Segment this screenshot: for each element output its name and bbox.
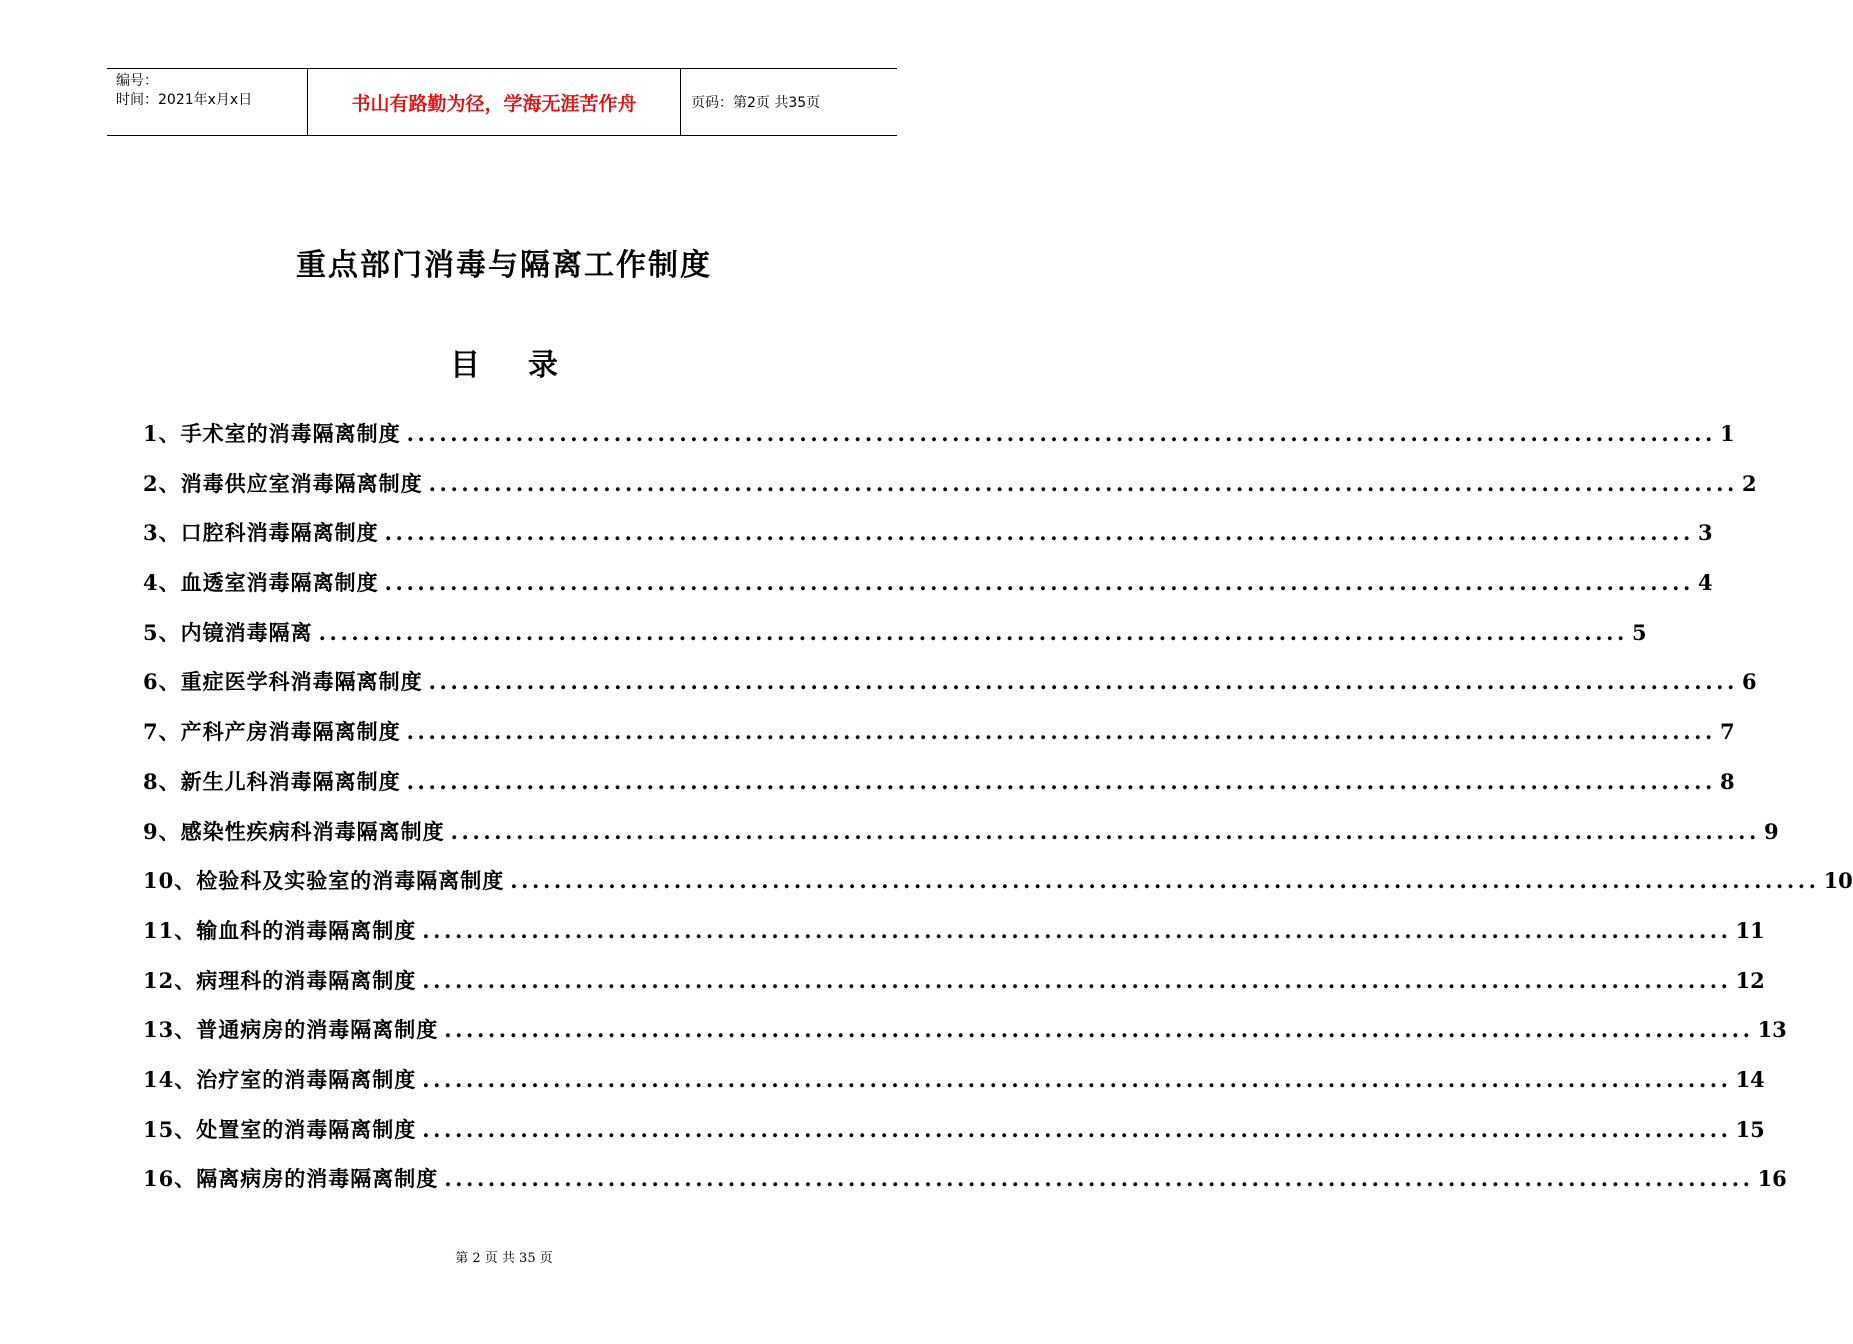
toc-leader-dots: ........................................................................................................................ <box>422 917 1732 943</box>
toc-entry-label: 11、输血科的消毒隔离制度 <box>143 917 417 943</box>
toc-entry-page: 2 <box>1741 470 1757 496</box>
toc-entry-page: 13 <box>1757 1017 1787 1043</box>
toc-leader-dots: ........................................................................................................................ <box>444 1017 1754 1043</box>
toc-entry-page: 12 <box>1735 967 1765 993</box>
toc-entry-label: 14、治疗室的消毒隔离制度 <box>143 1066 417 1092</box>
header-page-info: 页码：第2页 共35页 <box>691 95 821 111</box>
toc-entry-label: 5、内镜消毒隔离 <box>143 619 313 645</box>
toc-entry-label: 9、感染性疾病科消毒隔离制度 <box>143 818 445 844</box>
toc-entry[interactable] <box>143 468 1757 518</box>
toc-entry[interactable] <box>143 418 1735 468</box>
header-motto: 书山有路勤为径，学海无涯苦作舟 <box>308 69 681 135</box>
toc-leader-dots: ........................................................................................................................ <box>422 967 1732 993</box>
toc-leader-dots: ........................................................................................................................ <box>384 520 1694 546</box>
table-of-contents <box>143 418 1853 1213</box>
toc-entry[interactable] <box>143 1014 1787 1064</box>
toc-entry[interactable] <box>143 816 1779 866</box>
number-label: 编号： <box>116 73 158 89</box>
toc-entry-label: 10、检验科及实验室的消毒隔离制度 <box>143 868 505 894</box>
toc-entry-page: 11 <box>1735 917 1765 943</box>
toc-leader-dots: ........................................................................................................................ <box>428 470 1738 496</box>
toc-entry-label: 2、消毒供应室消毒隔离制度 <box>143 470 423 496</box>
toc-entry-page: 14 <box>1735 1066 1765 1092</box>
toc-entry-page: 7 <box>1719 719 1735 745</box>
toc-entry-page: 5 <box>1631 619 1647 645</box>
toc-entry-label: 6、重症医学科消毒隔离制度 <box>143 669 423 695</box>
toc-entry-page: 9 <box>1763 818 1779 844</box>
toc-leader-dots: ........................................................................................................................ <box>406 719 1716 745</box>
toc-title-part1: 目 <box>450 348 480 383</box>
toc-leader-dots: ........................................................................................................................ <box>450 818 1760 844</box>
document-title: 重点部门消毒与隔离工作制度 <box>296 248 712 283</box>
toc-entry-page: 16 <box>1757 1166 1787 1192</box>
page-header <box>107 68 897 136</box>
toc-leader-dots: ........................................................................................................................ <box>318 619 1628 645</box>
toc-entry[interactable] <box>143 716 1735 766</box>
toc-entry-label: 15、处置室的消毒隔离制度 <box>143 1116 417 1142</box>
toc-entry-page: 15 <box>1735 1116 1765 1142</box>
toc-entry-label: 3、口腔科消毒隔离制度 <box>143 520 379 546</box>
toc-leader-dots: ........................................................................................................................ <box>406 768 1716 794</box>
toc-leader-dots: ........................................................................................................................ <box>384 570 1694 596</box>
toc-leader-dots: ........................................................................................................................ <box>406 421 1716 446</box>
toc-entry-page: 1 <box>1719 421 1735 446</box>
time-label: 时间：2021年x月x日 <box>116 92 253 108</box>
page-footer: 第 2 页 共 35 页 <box>455 1251 553 1266</box>
toc-leader-dots: ........................................................................................................................ <box>428 669 1738 695</box>
toc-entry-label: 1、手术室的消毒隔离制度 <box>143 421 401 446</box>
toc-entry-page: 8 <box>1719 768 1735 794</box>
toc-title <box>0 340 1008 384</box>
toc-entry[interactable] <box>143 865 1853 915</box>
toc-entry[interactable] <box>143 517 1713 567</box>
toc-title-part2: 录 <box>528 348 558 383</box>
toc-entry[interactable] <box>143 1064 1765 1114</box>
toc-entry[interactable] <box>143 1163 1787 1213</box>
toc-leader-dots: ........................................................................................................................ <box>422 1116 1732 1142</box>
toc-entry[interactable] <box>143 567 1713 617</box>
toc-entry-page: 4 <box>1697 570 1713 596</box>
toc-leader-dots: ........................................................................................................................ <box>422 1066 1732 1092</box>
toc-entry-label: 12、病理科的消毒隔离制度 <box>143 967 417 993</box>
toc-leader-dots: ........................................................................................................................ <box>510 868 1820 894</box>
toc-entry-page: 10 <box>1823 868 1853 894</box>
toc-entry[interactable] <box>143 965 1765 1015</box>
toc-entry[interactable] <box>143 617 1647 667</box>
toc-entry-label: 13、普通病房的消毒隔离制度 <box>143 1017 439 1043</box>
toc-entry[interactable] <box>143 1114 1765 1164</box>
toc-entry[interactable] <box>143 766 1735 816</box>
toc-entry-label: 16、隔离病房的消毒隔离制度 <box>143 1166 439 1192</box>
toc-entry[interactable] <box>143 915 1765 965</box>
toc-entry-label: 7、产科产房消毒隔离制度 <box>143 719 401 745</box>
header-meta <box>107 69 308 135</box>
toc-entry-page: 3 <box>1697 520 1713 546</box>
toc-leader-dots: ........................................................................................................................ <box>444 1166 1754 1192</box>
toc-entry-label: 8、新生儿科消毒隔离制度 <box>143 768 401 794</box>
toc-entry-page: 6 <box>1741 669 1757 695</box>
toc-entry-label: 4、血透室消毒隔离制度 <box>143 570 379 596</box>
toc-entry[interactable] <box>143 666 1757 716</box>
